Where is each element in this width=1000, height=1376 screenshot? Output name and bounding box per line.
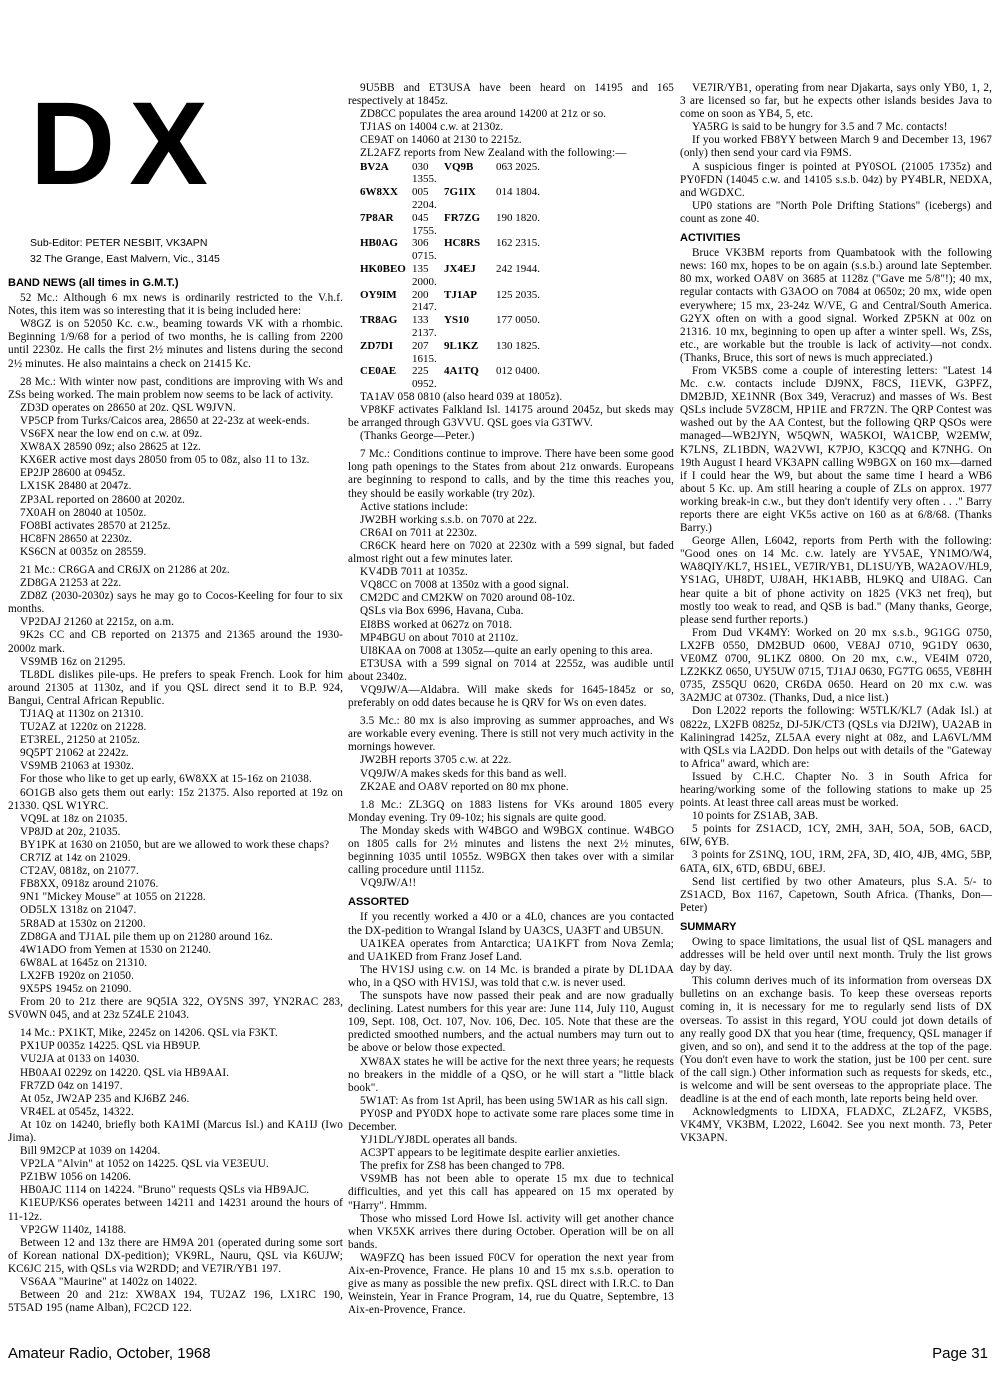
list-item: 3 points for ZS1NQ, 1OU, 1RM, 2FA, 3D, 4IO, 4JB, 4MG, 5BP, 6ATA, 6IX, 6TD, 6BDU, 6BEJ. <box>680 849 992 875</box>
footer-page-number: Page 31 <box>932 1345 988 1362</box>
list-14mc <box>8 1040 343 1315</box>
list-item: VR4EL at 0545z, 14322. <box>20 1105 134 1118</box>
list-item: LX1SK 28480 at 2047z. <box>20 480 132 493</box>
list-item: CM2DC and CM2KW on 7020 around 08-10z. <box>360 592 576 605</box>
list-item: VS9MB 16z on 21295. <box>20 655 126 668</box>
para-18mc: 1.8 Mc.: ZL3GQ on 1883 listens for VKs around 1805 every Monday evening. Try 09-10z; his signals are quite good. <box>348 798 674 824</box>
call-sign-cell: 7P8AR <box>360 211 394 224</box>
list-item: XW8AX states he will be active for the next three years; he requests no breakers in the middle of a QSO, or he will start a "little black book". <box>348 1055 674 1094</box>
page-title: DX <box>30 78 222 210</box>
list-item: ZD3D operates on 28650 at 20z. QSL W9JVN. <box>20 401 236 414</box>
assorted-heading: ASSORTED <box>348 896 410 909</box>
list-7mc <box>348 514 674 710</box>
call-sign-cell: HB0AG <box>360 237 398 250</box>
list-item: ET3REL, 21250 at 2105z. <box>20 734 141 747</box>
column-2 <box>348 82 674 1317</box>
bearing-time-cell: 133 2137. <box>412 314 437 339</box>
call-sign-cell: ZD7DI <box>360 339 394 352</box>
list-item: The sunspots have now passed their peak and are now gradually declining. Latest numbers for this year are: June 114, July 110, August 109, Sept. 108, Oct. 107, Nov. 106, Dec. 105. Note that these are the predicted smoothed numbers, and the actual numbers may turn out to be above or below those expected. <box>348 990 674 1055</box>
list-item: ZD8GA and TJ1AL pile them up on 21280 around 16z. <box>20 930 273 943</box>
call-sign-cell: 6W8XX <box>360 186 398 199</box>
table-row <box>360 365 544 391</box>
list-item: YA5RG is said to be hungry for 3.5 and 7 Mc. contacts! <box>692 121 948 134</box>
list-item: VP8JD at 20z, 21035. <box>20 825 121 838</box>
para-vp8kf: VP8KF activates Falkland Isl. 14175 around 2045z, but skeds may be arranged through G3VVU. QSL goes via G3TWV. <box>348 404 674 430</box>
list-item: 5R8AD at 1530z on 21200. <box>20 917 146 930</box>
band-news-heading: BAND NEWS (all times in G.M.T.) <box>8 277 179 289</box>
list-item: George Allen, L6042, reports from Perth with the following: "Good ones on 14 Mc. c.w. lately are YV5AE, YN1MO/W4, WA8QIY/KL7, HS1EL, VE7IR/YB1, DL1SU/YB, WA2AOV/HL9, YS1AG, UH8DT, UJ8AH, HK1ABB, HL9KQ and UI8AG. Can hear quite a bit of phone activity on 1825 (VK3 net freq), but mostly too weak to read, and QSB is bad." (Many thanks, George, please send further reports.) <box>680 535 992 626</box>
list-28mc <box>8 402 343 559</box>
bearing-time-cell: 162 2315. <box>496 237 540 250</box>
bearing-time-cell: 045 1755. <box>412 211 437 237</box>
list-item: ZP3AL reported on 28600 at 2020z. <box>20 493 186 506</box>
list-item: QSLs via Box 6996, Havana, Cuba. <box>360 605 524 618</box>
bearing-time-cell: 135 2000. <box>412 262 437 288</box>
list-item: TJ1AS on 14004 c.w. at 2130z. <box>360 121 504 134</box>
list-item: OD5LX 1318z on 21047. <box>20 904 137 917</box>
bearing-time-cell: 005 2204. <box>412 186 437 211</box>
para-vq9jw: VQ9JW/A!! <box>360 877 417 890</box>
call-sign-cell: CE0AE <box>360 365 397 378</box>
list-col2-intro <box>348 82 674 161</box>
list-item: PY0SP and PY0DX hope to activate some rare places some time in December. <box>348 1107 674 1133</box>
list-item: VS6AA "Maurine" at 1402z on 14022. <box>20 1276 198 1289</box>
bearing-time-cell: 225 0952. <box>412 365 437 391</box>
list-item: CR7IZ at 14z on 21029. <box>20 852 131 865</box>
list-item: JW2BH working s.s.b. on 7070 at 22z. <box>360 513 537 526</box>
list-item: ZD8CC populates the area around 14200 at 21z or so. <box>360 108 607 121</box>
list-item: CE9AT on 14060 at 2130 to 2215z. <box>360 134 522 147</box>
list-item: For those who like to get up early, 6W8XX at 15-16z on 21038. <box>20 773 312 786</box>
list-item: YJ1DL/YJ8DL operates all bands. <box>360 1134 518 1147</box>
call-sign-cell: YS10 <box>444 314 470 327</box>
list-item: Acknowledgments to LIDXA, FLADXC, ZL2AFZ, VK5BS, VK4MY, VK3BM, L2022, L6042. See you next month. 73, Peter VK3APN. <box>680 1106 992 1145</box>
subeditor-name: Sub-Editor: PETER NESBIT, VK3APN <box>30 237 208 249</box>
list-activities <box>680 247 992 915</box>
bearing-time-cell: 200 2147. <box>412 288 437 314</box>
call-sign-cell: BV2A <box>360 160 389 173</box>
para-14mc: 14 Mc.: PX1KT, Mike, 2245z on 14206. QSL via F3KT. <box>20 1027 278 1040</box>
list-item: HB0AAI 0229z on 14220. QSL via HB9AAI. <box>20 1066 230 1079</box>
list-item: K1EUP/KS6 operates between 14211 and 14231 around the hours of 11-12z. <box>8 1197 343 1223</box>
list-item: Owing to space limitations, the usual list of QSL managers and addresses will be held over until next month. Truly the list grows day by day. <box>680 936 992 975</box>
list-item: VP5CP from Turks/Caicos area, 28650 at 22-23z at week-ends. <box>20 414 310 427</box>
para-thanks-george: (Thanks George—Peter.) <box>360 430 475 443</box>
list-item: VQ9L at 18z on 21035. <box>20 812 128 825</box>
call-sign-cell: TR8AG <box>360 314 398 327</box>
call-sign-cell: JX4EJ <box>444 262 476 275</box>
list-item: ET3USA with a 599 signal on 7014 at 2255z, was audible until about 2340z. <box>348 657 674 683</box>
bearing-time-cell: 207 1615. <box>412 339 437 365</box>
list-item: UI8KAA on 7008 at 1305z—quite an early opening to this area. <box>360 644 653 657</box>
list-item: 5 points for ZS1ACD, 1CY, 2MH, 3AH, 5OA, 5OB, 6ACD, 6IW, 6YB. <box>680 823 992 849</box>
list-21mc <box>8 577 343 1022</box>
subeditor-block <box>30 235 220 267</box>
list-item: PX1UP 0035z 14225. QSL via HB9UP. <box>20 1040 201 1053</box>
list-item: The prefix for ZS8 has been changed to 7P8. <box>360 1160 565 1173</box>
list-item: PZ1BW 1056 on 14206. <box>20 1171 132 1184</box>
list-item: Those who missed Lord Howe Isl. activity will get another chance when VK5XK arrives there during October. Operation will be on all bands. <box>348 1212 674 1251</box>
call-sign-cell: TJ1AP <box>444 288 477 301</box>
list-item: UA1KEA operates from Antarctica; UA1KFT from Nova Zemla; and UA1KED from Franz Josef Land. <box>348 937 674 963</box>
list-item: KS6CN at 0035z on 28559. <box>20 545 147 558</box>
list-item: ZD8GA 21253 at 22z. <box>20 577 122 590</box>
list-item: KX6ER active most days 28050 from 05 to 08z, also 11 to 13z. <box>20 454 310 467</box>
list-item: This column derives much of its information from overseas DX bulletins on an exchange basis. To keep these overseas reports coming in, it is necessary for me to regularly send lists of DX overseas. To assist in this regard, YOU could jot down details of any really good DX that you hear (time, frequency, QSL manager if given, and so on), and send it to the address at the top of the page. (You don't even have to work the station, just be 100 per cent. sure of the call sign.) Other information such as requests for skeds, etc., is welcome and will be sent overseas to the appropriate place. The deadline is at the end of each month, late reports being held over. <box>680 975 992 1106</box>
para-monday: The Monday skeds with W4BGO and W9BGX continue. W4BGO on 1805 calls for 2½ minutes and listens the next 2½ minutes, beginning 1035 until 1055z. W9BGX then takes over with a similar calling procedure until 1115z. <box>348 824 674 877</box>
call-sign-cell: OY9IM <box>360 288 397 301</box>
bearing-time-cell: 242 1944. <box>496 262 540 275</box>
list-item: Bruce VK3BM reports from Quambatook with the following news: 160 mx, hopes to be on again (s.s.b.) around late September. 80 mx, worked OA8V on 3685 at 1128z ("Gave me 5/8"!); 40 mx, regular contacts with G3AOO on 7084 at 0650z; 20 mx, wide open everywhere; 15 mx, 23-24z W/VE, G and Central/South America. G2YX often on with a good signal. Worked ZP5KN at 00z on 21316. 10 mx, beginning to open up after a winter spell. Ws, ZSs, etc., are workable but the trouble is lack of activity—not condx. (Thanks, Bruce, this sort of news is much appreciated.) <box>680 247 992 364</box>
list-item: KV4DB 7011 at 1035z. <box>360 566 468 579</box>
call-sign-cell: HK0BEO <box>360 262 406 275</box>
bearing-time-cell: 030 1355. <box>412 160 437 186</box>
list-item: From Dud VK4MY: Worked on 20 mx s.s.b., 9G1GG 0750, LX2FB 0550, DM2BUD 0600, VE8AJ 0710, 9G1DY 0630, VE0MZ 0700, 9L1KZ 0800. On 20 mx, c.w., VE4IM 0720, LZ2KKZ 0650, UY5UW 0715, TJ1AJ 0630, FG7TG 0655, VE8HH 0735, ZS5QU 0620, CR6DA 0650. Heard on 20 mx c.w. was 3A2MJC at 0730z. (Thanks, Dud, a nice list.) <box>680 626 992 705</box>
table-row <box>360 314 544 340</box>
table-row <box>360 161 544 187</box>
call-sign-cell: VQ9B <box>444 160 474 173</box>
list-item: UP0 stations are "North Pole Drifting Stations" (icebergs) and count as zone 40. <box>680 199 992 225</box>
para-w8gz: W8GZ is on 52050 Kc. c.w., beaming towards VK with a rhombic. Beginning 1/9/68 for a period of two months, he is calling from 2200 until 2230z. He calls the first 2½ minutes and listens during the second 2½ minutes. He also maintains a check on 21415 Kc. <box>8 318 343 370</box>
list-item: WA9FZQ has been issued F0CV for operation the next year from Aix-en-Provence, France. He plans 10 and 15 mx s.s.b. operation to give as many as possible the new prefix. QSL direct with I.R.C. to Dan Weinstein, Year in France Program, 14, rue du Quatre, Septembre, 13 Aix-en-Provence, France. <box>348 1251 674 1317</box>
para-21mc: 21 Mc.: CR6GA and CR6JX on 21286 at 20z. <box>20 563 230 576</box>
list-item: AC3PT appears to be legitimate despite earlier anxieties. <box>360 1147 621 1160</box>
para-52mc: 52 Mc.: Although 6 mx news is ordinarily restricted to the V.h.f. Notes, this item was so interesting that it is being included here: <box>8 292 343 318</box>
call-sign-cell: HC8RS <box>444 237 481 250</box>
bearing-time-cell: 063 2025. <box>496 160 540 173</box>
call-sign-cell: 9L1KZ <box>444 339 479 352</box>
list-item: ZD8Z (2030-2030z) says he may go to Cocos-Keeling for four to six months. <box>8 590 343 616</box>
list-item: 9K2s CC and CB reported on 21375 and 21365 around the 1930-2000z mark. <box>8 629 343 655</box>
bearing-time-cell: 130 1825. <box>496 339 540 352</box>
bearing-time-cell: 177 0050. <box>496 314 540 327</box>
list-item: From VK5BS come a couple of interesting letters: "Latest 14 Mc. c.w. contacts include DJ9NX, F8CS, I1EVK, G3PFZ, DM2BJD, XE1NNR (Box 349, Veracruz) and masses of Ws. Best QSLs include 5VZ8CM, HP1IE and FR7ZN. The QRP Contest was washed out by the AA Contest, but the following QRP QSOs were managed—WB2JYN, W5QWN, WA5KOI, WA1CBP, W2EMW, K7LNS, ZL1BDN, WA2VWI, K7PJO, K3CQQ and K7NHG. On 19th August I heard VK3APN calling W9BGX on 160 mx—darned if I could hear the W9, but about the same time I heard a WB6 about 5 Kc. up. Am still hearing a couple of ZLs on approx. 1977 working break-in c.w., but they don't identify very often . . ." Barry reports there are eight VK5s active on 160 as at 6/8/68. (Thanks Barry.) <box>680 364 992 535</box>
masthead <box>30 78 330 265</box>
list-item: VP2LA "Alvin" at 1052 on 14225. QSL via VE3EUU. <box>20 1158 269 1171</box>
list-item: 9Q5PT 21062 at 2242z. <box>20 747 129 760</box>
list-item: VP2DAJ 21260 at 2215z, on a.m. <box>20 616 175 629</box>
list-item: Issued by C.H.C. Chapter No. 3 in South Africa for hearing/working some of the following stations to make up 25 points. At least three call areas must be worked. <box>680 770 992 810</box>
list-item: TL8DL dislikes pile-ups. He prefers to speak French. Look for him around 21305 at 1130z, and if you QSL direct send it to B.P. 924, Bangui, Central African Republic. <box>8 668 343 707</box>
list-item: VP2GW 1140z, 14188. <box>20 1223 127 1236</box>
list-item: 6W8AL at 1645z on 21310. <box>20 956 148 969</box>
list-item: Between 12 and 13z there are HM9A 201 (operated during some sort of Korean national DX-pedition); VK9RL, Nauru, QSL via K6UJW; KC6JC 215, with QSLs via W2RDD; and VE7IR/YB1 197. <box>8 1236 343 1275</box>
list-item: At 10z on 14240, briefly both KA1MI (Marcus Isl.) and KA1IJ (Iwo Jima). <box>8 1118 343 1144</box>
list-item: 7X0AH on 28040 at 1050z. <box>20 506 147 519</box>
table-row <box>360 237 544 263</box>
table-row <box>360 186 544 212</box>
list-item: 10 points for ZS1AB, 3AB. <box>692 810 819 823</box>
list-item: HB0AJC 1114 on 14224. "Bruno" requests QSLs via HB9AJC. <box>20 1184 310 1197</box>
list-item: CR6CK heard here on 7020 at 2230z with a 599 signal, but faded almost right out a few minutes later. <box>348 539 674 566</box>
table-row <box>360 263 544 289</box>
list-item: FB8XX, 0918z around 21076. <box>20 878 159 891</box>
list-assorted <box>348 911 674 1317</box>
list-item: FR7ZD 04z on 14197. <box>20 1079 123 1092</box>
list-item: EP2JP 28600 at 0945z. <box>20 467 126 480</box>
column-1 <box>8 277 343 1315</box>
list-item: 9N1 "Mickey Mouse" at 1055 on 21228. <box>20 891 206 904</box>
list-item: 9X5PS 1945z on 21090. <box>20 982 132 995</box>
summary-heading: SUMMARY <box>680 920 737 933</box>
list-item: XW8AX 28590 09z; also 28625 at 12z. <box>20 441 201 454</box>
para-7mc: 7 Mc.: Conditions continue to improve. There have been some good long path openings to the States from about 21z onwards. Europeans are beginning to respond to calls, and by the time this reaches you, they should be easily workable (try 20z). <box>348 448 674 500</box>
list-item: The HV1SJ using c.w. on 14 Mc. is branded a pirate by DL1DAA who, in a QSO with HV1SJ, was told that c.w. is never used. <box>348 963 674 989</box>
list-col3-intro <box>680 82 992 226</box>
list-item: Send list certified by two other Amateurs, plus S.A. 5/- to ZS1ACD, Box 1167, Capetown, South Africa. (Thanks, Don—Peter) <box>680 875 992 914</box>
list-item: BY1PK at 1630 on 21050, but are we allowed to work these chaps? <box>20 838 330 851</box>
list-item: A suspicious finger is pointed at PY0SOL (21005 1735z) and PY0FDN (14045 c.w. and 14105 s.s.b. 04z) by PY4BLR, NEDXA, and WGDXC. <box>680 160 992 199</box>
table-row <box>360 340 544 366</box>
bearing-time-cell: 012 0400. <box>496 365 540 378</box>
list-item: TU2AZ at 1220z on 21228. <box>20 721 147 734</box>
list-item: ZL2AFZ reports from New Zealand with the following:— <box>360 147 627 160</box>
call-sign-cell: 7G1IX <box>444 186 476 199</box>
list-item: 6O1GB also gets them out early: 15z 21375. Also reported at 19z on 21330. QSL W1YRC. <box>8 786 343 812</box>
list-item: 5W1AT: As from 1st April, has been using 5W1AR as his call sign. <box>360 1094 668 1107</box>
bearing-time-cell: 306 0715. <box>412 237 437 263</box>
para-ta1av: TA1AV 058 0810 (also heard 039 at 1805z). <box>360 390 563 403</box>
list-item: MP4BGU on about 7010 at 2110z. <box>360 631 519 644</box>
list-item: From 20 to 21z there are 9Q5IA 322, OY5NS 397, YN2RAC 283, SV0WN 045, and at 23z 5Z4LE 21043. <box>8 996 343 1022</box>
list-item: EI8BS worked at 0627z on 7018. <box>360 618 513 631</box>
list-item: ZK2AE and OA8V reported on 80 mx phone. <box>360 780 569 793</box>
list-35mc <box>348 754 674 793</box>
list-summary <box>680 936 992 1146</box>
list-item: VQ9JW/A—Aldabra. Will make skeds for 1645-1845z or so, preferably on odd dates because he is QRV for Ws on even dates. <box>348 683 674 710</box>
para-active: Active stations include: <box>360 500 469 513</box>
list-item: 4W1ADO from Yemen at 1530 on 21240. <box>20 943 212 956</box>
subeditor-address: 32 The Grange, East Malvern, Vic., 3145 <box>30 253 220 265</box>
list-item: LX2FB 1920z on 21050. <box>20 969 134 982</box>
bearing-time-cell: 190 1820. <box>496 211 540 224</box>
para-28mc: 28 Mc.: With winter now past, conditions are improving with Ws and ZSs being worked. The main problem now seems to be lack of activity. <box>8 375 343 401</box>
list-item: At 05z, JW2AP 235 and KJ6BZ 246. <box>20 1092 190 1105</box>
list-item: VQ9JW/A makes skeds for this band as well. <box>360 767 567 780</box>
list-item: If you worked FB8YY between March 9 and December 13, 1967 (only) then send your card via F9MS. <box>680 134 992 160</box>
list-item: CR6AI on 7011 at 2230z. <box>360 526 478 539</box>
list-item: If you recently worked a 4J0 or a 4L0, chances are you contacted the DX-pedition to Wrangal Island by UA3CS, UA3FT and UB5UN. <box>348 911 674 937</box>
list-item: VS6FX near the low end on c.w. at 09z. <box>20 428 203 441</box>
column-3 <box>680 82 992 1146</box>
bearing-time-cell: 125 2035. <box>496 288 540 301</box>
list-item: CT2AV, 0818z, on 21077. <box>20 865 139 878</box>
list-item: Bill 9M2CP at 1039 on 14204. <box>20 1145 161 1158</box>
list-item: Don L2022 reports the following: W5TLK/KL7 (Adak Isl.) at 0822z, LX2FB 0825z, DJ-5JK/CT3 (QSLs via DJ2IW), UA2AB in Kaliningrad 1425z, ZL5AA every night at 08z, and LA6VL/MM with QSLs via LA2DD. Don helps out with details of the "Gateway to Africa" award, which are: <box>680 705 992 770</box>
list-item: TJ1AQ at 1130z on 21310. <box>20 708 144 720</box>
list-item: JW2BH reports 3705 c.w. at 22z. <box>360 754 512 767</box>
list-item: VS9MB has not been able to operate 15 mx due to technical difficulties, and yet this call has appeared on 15 mx operated by "Harry". Hmmm. <box>348 1173 674 1212</box>
footer-publication: Amateur Radio, October, 1968 <box>8 1345 211 1362</box>
table-row <box>360 289 544 315</box>
para-35mc: 3.5 Mc.: 80 mx is also improving as summer approaches, and Ws are workable every evening. There is still not very much activity in the mornings however. <box>348 715 674 754</box>
call-sign-cell: 4A1TQ <box>444 365 479 378</box>
list-item: VS9MB 21063 at 1930z. <box>20 760 134 773</box>
list-item: VQ8CC on 7008 at 1350z with a good signal. <box>360 579 569 592</box>
bearing-time-cell: 014 1804. <box>496 186 540 199</box>
list-item: FO8BI activates 28570 at 2125z. <box>20 519 171 532</box>
table-row <box>360 212 544 238</box>
list-item: VE7IR/YB1, operating from near Djakarta, says only YB0, 1, 2, 3 are licensed so far, but he expects other islands besides Java to come on soon as YB4, 5, etc. <box>680 82 992 121</box>
list-item: HC8FN 28650 at 2230z. <box>20 532 133 545</box>
list-item: 9U5BB and ET3USA have been heard on 14195 and 165 respectively at 1845z. <box>348 82 674 108</box>
list-item: VU2JA at 0133 on 14030. <box>20 1053 140 1066</box>
activities-heading: ACTIVITIES <box>680 232 741 245</box>
zl2afz-table <box>360 161 544 391</box>
list-item: Between 20 and 21z: XW8AX 194, TU2AZ 196, LX1RC 190, 5T5AD 195 (name Alban), FC2CD 122. <box>8 1289 343 1315</box>
call-sign-cell: FR7ZG <box>444 211 481 224</box>
